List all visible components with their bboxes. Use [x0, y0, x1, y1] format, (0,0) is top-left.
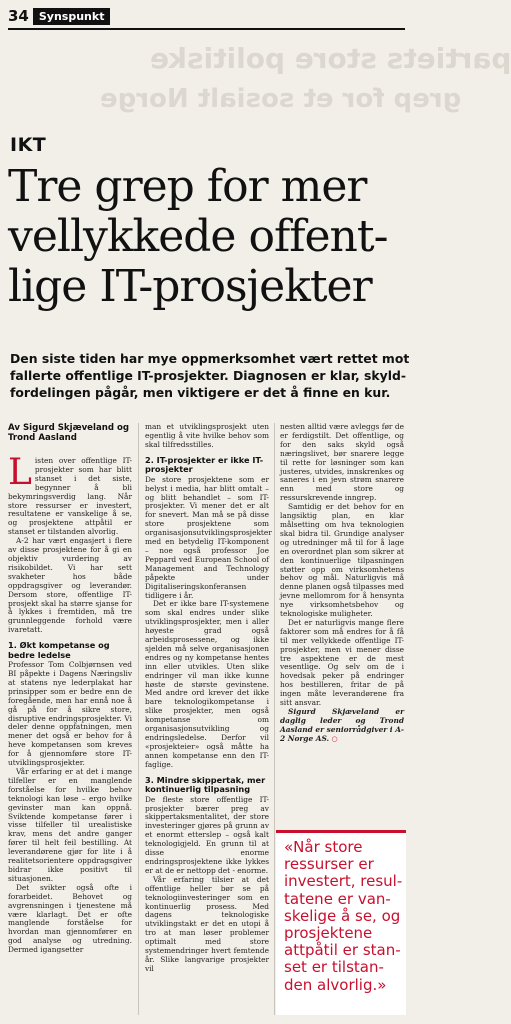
section-label: Synspunkt	[33, 8, 111, 25]
pull-quote-line: investert, resul-	[284, 872, 403, 891]
lead-line-1: Den siste tiden har mye oppmerksomhet vært rettet mot	[10, 351, 410, 366]
show-through-line-2: grep for et sosialt Norge	[100, 84, 462, 114]
article-lead	[10, 350, 410, 401]
column-separator-1	[138, 423, 139, 1015]
pull-quote-line: den alvorlig.»	[284, 975, 387, 994]
lead-line-3: fordelingen pågår, men viktigere er det å finne en kur.	[10, 385, 391, 400]
author-signature	[280, 708, 404, 744]
pull-quote-line: attpåtil er stan-	[284, 941, 401, 960]
show-through-text	[0, 34, 511, 130]
body-paragraph: Det er ikke bare IT-systemene som skal endres under slike utviklingsprosjekter, men i aller høyeste grad også arbeidsprosessene, og ikke sjelden må selve organisasjonen endres og ny kompetanse hentes inn eller utvikles. Uten slike endringer vil man ikke kunne høste de største gevinstene. Med andre ord krever det ikke bare teknologikompetanse i slike prosjekter, men også kompetanse om organisasjonsutvikling og endringsledelse. Derfor vil «prosjekteier» også måtte ha annen kompetanse enn den IT-faglige.	[145, 599, 269, 769]
page-header	[8, 6, 405, 26]
body-paragraph: Det er naturligvis mange flere faktorer som må endres for å få til mer vellykkede offentlige IT-prosjekter, men vi mener disse tre aspektene er de mest vesentlige. Og selv om de i hovedsak peker på endringer hos bestilleren, fritar de på ingen måte leverandørene fra sitt ansvar.	[280, 617, 404, 708]
pull-quote-line: «Når store	[284, 838, 363, 856]
pull-quote-line: prosjektene	[284, 924, 373, 943]
body-paragraph: nesten alltid være avleggs før de er ferdigstilt. Det offentlige, og for den saks skyld også næringslivet, bør snarere legge til rette for løsninger som kan justeres, utvides, innskrenkes og saneres i en jevn strøm snarere enn med store og ressurskrevende inngrep.	[280, 422, 404, 503]
body-paragraph: Samtidig er det behov for en langsiktig plan, en klar målsetting om hva teknologien skal bidra til. Grundige analyser og utredninger må til for å lage en overordnet plan som sikrer at den kontinuerlige tilpasningen støtter opp om virksomhetens behov og mål. Naturligvis må denne planen også tilpasses med jevne mellomrom for å hensynta nye virksomhetsbehov og teknologiske muligheter.	[280, 502, 404, 619]
column-separator-2	[274, 423, 275, 1015]
article-byline: Av Sigurd Skjæveland og Trond Aasland	[8, 423, 130, 443]
subhead-2: 2. IT-prosjekter er ikke IT-prosjekter	[145, 454, 264, 475]
body-paragraph: Professor Tom Colbjørnsen ved BI påpekte i Dagens Næringsliv at statens nye lederplakat har prinsipper som er bedre enn de foregående, men har ennå noe å gå på for å sikre store, disruptive endringsprosjekter. Vi deler denne oppfatningen, men mener det også er behov for å heve kompetansen som kreves for å gjennomføre store IT-utviklingsprosjekter.	[8, 660, 132, 768]
article-column-3	[280, 423, 404, 744]
pull-quote-box	[276, 830, 406, 1015]
subhead-1: 1. Økt kompetanse og bedre ledelse	[8, 640, 110, 660]
body-paragraph: man et utviklingsprosjekt uten egentlig å vite hvilke behov som skal tilfredsstilles.	[145, 422, 269, 449]
header-rule	[8, 28, 405, 30]
body-paragraph: De store prosjektene som er belyst i media, har blitt omtalt – og blitt behandlet – som IT-prosjekter. Vi mener det er alt for snevert. Man må se på disse store prosjektene som organisasjonsutviklingsprosjekter med en betydelig IT-komponent – noe også professor Joe Peppard ved European School of Management and Technology påpekte under Digitaliseringskonferansen tidligere i år.	[145, 474, 272, 600]
headline-line-1: Tre grep for mer	[8, 161, 367, 212]
pull-quote-line: tatene er van-	[284, 889, 391, 908]
article-column-1	[8, 423, 132, 955]
subhead-3: 3. Mindre skippertak, mer kontinuerlig tilpasning	[145, 774, 266, 795]
article-column-2	[145, 422, 272, 974]
headline-line-3: lige IT-prosjekter	[8, 261, 372, 312]
pull-quote-line: set er tilstan-	[284, 958, 384, 977]
page-number: 34	[8, 7, 29, 25]
article-kicker: IKT	[10, 134, 47, 156]
body-paragraph: A-2 har vært engasjert i flere av disse prosjektene for å gi en objektiv vurdering av risikobildet. Vi har sett svakheter hos både oppdragsgiver og leverandør. Dersom store, offentlige IT-prosjekt skal ha større sjanse for å lykkes i fremtiden, må tre grunnleggende forhold være ivaretatt.	[8, 536, 132, 635]
body-paragraph: Det svikter også ofte i forarbeidet. Behovet og avgrensningen i tjenestene må være klarlagt. Det er ofte manglende forståelse for hvordan man gjennomfører en god analyse og utredning. Dermed igangsetter	[8, 882, 132, 955]
pull-quote-line: skelige å se, og	[284, 906, 401, 925]
show-through-line-1: partiets store politiske	[150, 42, 511, 75]
pull-quote-line: ressurser er	[284, 855, 374, 874]
article-headline	[8, 162, 408, 312]
body-paragraph: Vår erfaring er at det i mange tilfeller er en manglende forståelse for hvilke behov teknologi kan løse – ergo hvilke gevinster man kan oppnå. Sviktende kompetanse fører i visse tilfeller til urealistiske krav, mens det andre ganger fører til helt feil bestilling. At leverandørene gjør for lite i å realitetsorientere oppdragsgiver bidrar ikke positivt til situasjonen.	[8, 767, 132, 883]
end-mark-icon: ○	[331, 734, 338, 743]
body-paragraph: De fleste store offentlige IT-prosjekter bærer preg av skippertaksmentalitet, der store investeringer gjøres på grunn av et enormt etterslep – også kalt teknologigjeld. En grunn til at disse enorme endringsprosjektene ikke lykkes er at de er nettopp det - enorme.	[145, 794, 269, 875]
body-paragraph: Listen over offentlige IT-prosjekter som har blitt stanset i det siste, begynner å bli bekymringsverdig lang. Når store ressurser er investert, resultatene er vanskelige å se, og prosjektene attpåtil er stanset er tilstanden alvorlig.	[8, 452, 132, 537]
headline-line-2: vellykkede offent-	[8, 211, 388, 262]
pull-quote	[284, 838, 403, 994]
drop-cap: L	[8, 452, 32, 493]
lead-line-2: fallerte offentlige IT-prosjekter. Diagnosen er klar, skyld-	[10, 368, 406, 383]
signature-text: Sigurd Skjæveland er daglig leder og Trond Aasland er seniorrådgiver i A-2 Norge AS.	[280, 707, 404, 743]
body-paragraph: Vår erfaring tilsier at det offentlige heller bør se på teknologiinvesteringer som en kontinuerlig prosess. Med dagens teknologiske utviklingstakt er det en utopi å tro at man løser problemer optimalt med store systemendringer hvert femtende år. Slike langvarige prosjekter vil	[145, 874, 269, 973]
